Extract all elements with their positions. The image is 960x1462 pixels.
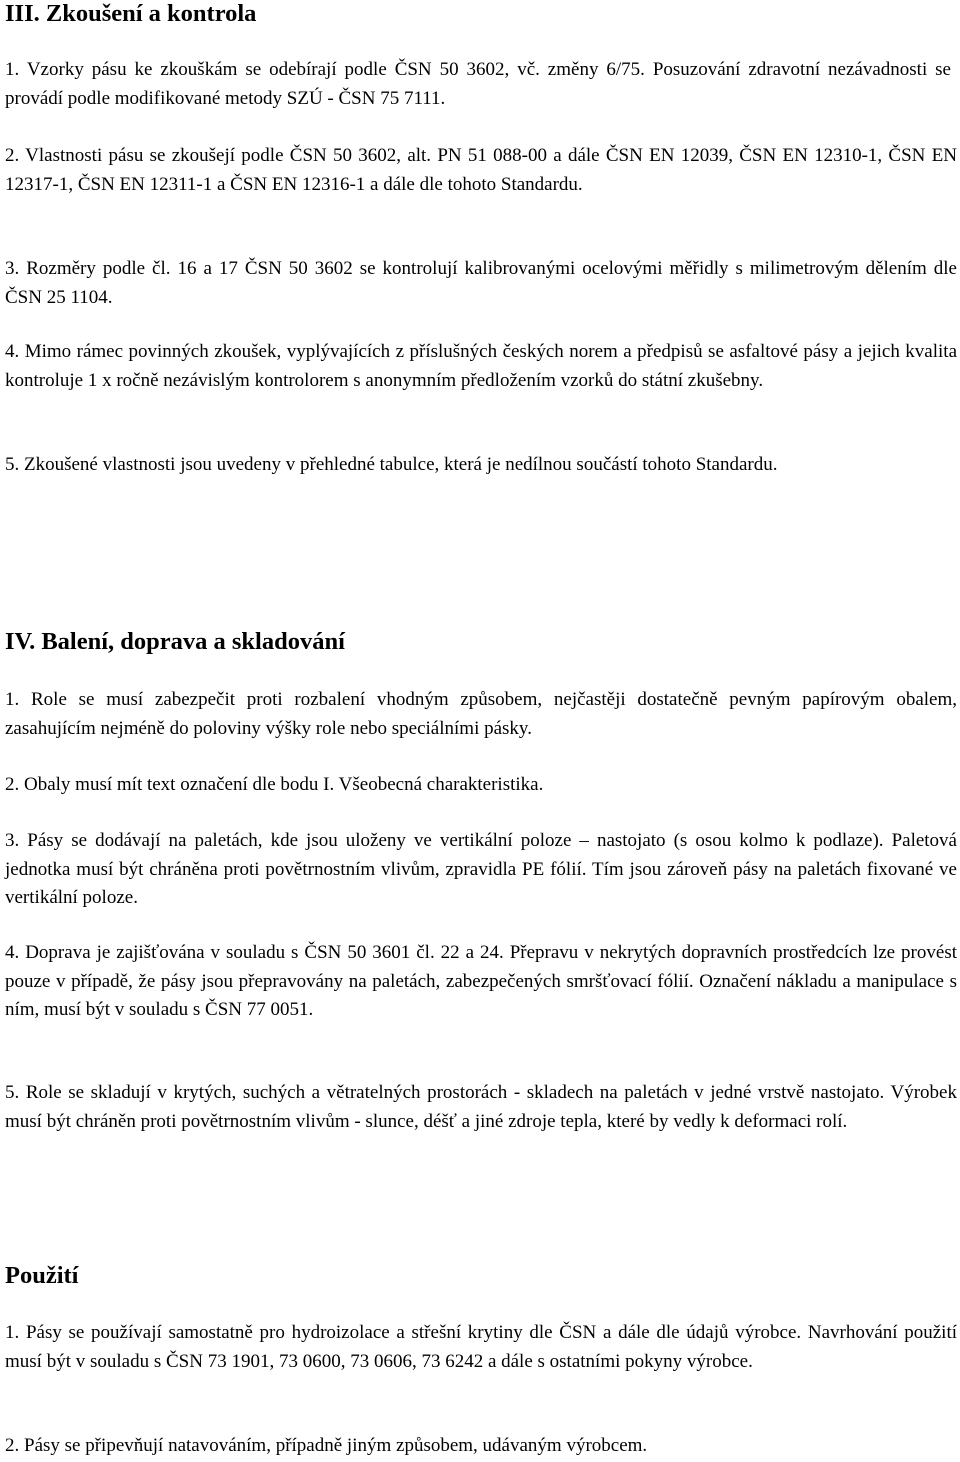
paragraph-5-2: 2. Pásy se připevňují natavováním, případně jiným způsobem, udávaným výrobcem. xyxy=(5,1435,648,1456)
paragraph-3-4: 4. Mimo rámec povinných zkoušek, vyplývajících z příslušných českých norem a předpisů se asfaltové pásy a jejich kvalita kontroluje 1 x ročně nezávislým kontrolorem s anonymním předložením vzorků do státní zkušebny. xyxy=(5,341,957,391)
paragraph-4-5: 5. Role se skladují v krytých, suchých a větratelných prostorách - skladech na paletách v jedné vrstvě nastojato. Výrobek musí být chráněn proti povětrnostním vlivům - slunce, déšť a jiné zdroje tepla, které by vedly k deformaci rolí. xyxy=(5,1082,957,1132)
paragraph-5-1: 1. Pásy se používají samostatně pro hydroizolace a střešní krytiny dle ČSN a dále dle údajů výrobce. Navrhování použití musí být v souladu s ČSN 73 1901, 73 0600, 73 0606, 73 6242 a dále s ostatními pokyny výrobce. xyxy=(5,1322,957,1372)
paragraph-4-4: 4. Doprava je zajišťována v souladu s ČSN 50 3601 čl. 22 a 24. Přepravu v nekrytých dopravních prostředcích lze provést pouze v případě, že pásy jsou přepravovány na paletách, zabezpečených smršťovací fólií. Označení nákladu a manipulace s ním, musí být v souladu s ČSN 77 0051. xyxy=(5,942,957,1021)
paragraph-3-1: 1. Vzorky pásu ke zkouškám se odebírají podle ČSN 50 3602, vč. změny 6/75. Posuzování zdravotní nezávadnosti se provádí podle modifikované metody SZÚ - ČSN 75 7111. xyxy=(5,59,951,109)
section-heading-pouziti: Použití xyxy=(5,1262,79,1289)
paragraph-3-3: 3. Rozměry podle čl. 16 a 17 ČSN 50 3602 se kontrolují kalibrovanými ocelovými měřidly s milimetrovým dělením dle ČSN 25 1104. xyxy=(5,258,957,308)
paragraph-4-3: 3. Pásy se dodávají na paletách, kde jsou uloženy ve vertikální poloze – nastojato (s osou kolmo k podlaze). Paletová jednotka musí být chráněna proti povětrnostním vlivům, zpravidla PE fólií. Tím jsou zároveň pásy na paletách fixované ve vertikální poloze. xyxy=(5,830,957,909)
section-heading-zkouseni: III. Zkoušení a kontrola xyxy=(5,0,257,27)
paragraph-3-5: 5. Zkoušené vlastnosti jsou uvedeny v přehledné tabulce, která je nedílnou součástí tohoto Standardu. xyxy=(5,454,778,475)
section-heading-baleni: IV. Balení, doprava a skladování xyxy=(5,628,345,655)
paragraph-3-2: 2. Vlastnosti pásu se zkoušejí podle ČSN 50 3602, alt. PN 51 088-00 a dále ČSN EN 12039, ČSN EN 12310-1, ČSN EN 12317-1, ČSN EN 12311-1 a ČSN EN 12316-1 a dále dle tohoto Standardu. xyxy=(5,145,957,195)
paragraph-4-2: 2. Obaly musí mít text označení dle bodu I. Všeobecná charakteristika. xyxy=(5,774,544,795)
paragraph-4-1: 1. Role se musí zabezpečit proti rozbalení vhodným způsobem, nejčastěji dostatečně pevným papírovým obalem, zasahujícím nejméně do poloviny výšky role nebo speciálními pásky. xyxy=(5,689,957,739)
document-content xyxy=(5,0,957,1462)
